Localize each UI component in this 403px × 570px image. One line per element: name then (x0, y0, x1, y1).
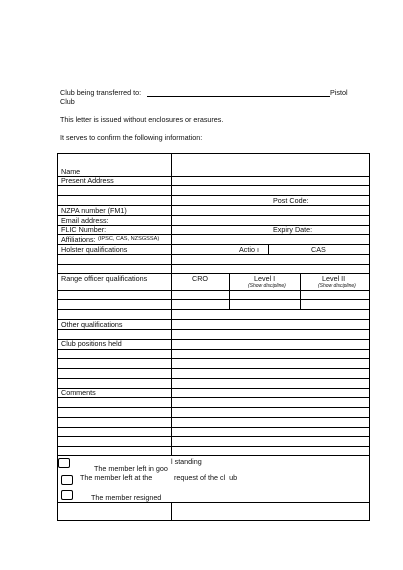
row-line (57, 349, 370, 350)
row-line (57, 358, 370, 359)
post-code-label: Post Code: (273, 196, 309, 205)
row-line (57, 436, 370, 437)
row-line (57, 309, 370, 310)
table-border-top (57, 153, 370, 154)
row-line (57, 329, 370, 330)
holster-label: Holster qualifications (61, 245, 128, 254)
row-line (57, 407, 370, 408)
confirm-statement: It serves to confirm the following information: (60, 133, 203, 142)
row-line (57, 368, 370, 369)
action-header: Actio ı (239, 245, 259, 254)
row-line (57, 299, 370, 300)
row-line (57, 234, 370, 235)
level2-header: Level II (322, 274, 346, 283)
range-officer-label: Range officer qualifications (61, 274, 148, 283)
club-label: Club (60, 97, 75, 106)
table-divider-upper (171, 153, 172, 455)
club-name-field[interactable] (147, 96, 330, 97)
row-line (57, 388, 370, 389)
left-good-standing-label: The member left in goo (94, 464, 168, 473)
row-line (57, 290, 370, 291)
standing-checkbox[interactable] (58, 458, 70, 468)
request-club-label: request of the cl ub (174, 473, 238, 482)
affiliations-label: Affiliations: (61, 235, 96, 244)
request-checkbox[interactable] (61, 475, 73, 485)
resigned-checkbox[interactable] (61, 490, 73, 500)
club-transfer-label: Club being transferred to: (60, 88, 142, 97)
affiliations-list: (IPSC, CAS, NZSGSSA) (98, 236, 160, 242)
show-discipline-1: (Show discipline) (248, 283, 286, 289)
pistol-label: Pistol (330, 88, 348, 97)
row-line (57, 427, 370, 428)
name-label: Name (61, 167, 81, 176)
left-request-label: The member left at the (80, 473, 153, 482)
row-line (57, 254, 370, 255)
holster-divider (268, 244, 269, 255)
comments-label: Comments (61, 388, 96, 397)
row-line (57, 264, 370, 265)
show-discipline-2: (Show discipline) (318, 283, 356, 289)
row-line (57, 417, 370, 418)
flic-label: FLIC Number: (61, 225, 107, 234)
row-line (57, 378, 370, 379)
standing-fragment: l standing (171, 457, 202, 466)
present-address-label: Present Address (61, 176, 114, 185)
row-line (57, 185, 370, 186)
row-line (57, 446, 370, 447)
range-divider-1 (229, 273, 230, 310)
issued-statement: This letter is issued without enclosures or erasures. (60, 115, 224, 124)
table-divider-lower (171, 502, 172, 520)
club-positions-label: Club positions held (61, 339, 122, 348)
table-border-right (369, 153, 370, 521)
level1-header: Level I (254, 274, 276, 283)
nzpa-label: NZPA number (FM1) (61, 206, 127, 215)
row-line (57, 455, 370, 456)
row-line (57, 397, 370, 398)
expiry-label: Expiry Date: (273, 225, 313, 234)
range-divider-2 (300, 273, 301, 310)
table-border-bottom (57, 520, 370, 521)
resigned-label: The member resigned (91, 493, 162, 502)
email-label: Email address: (61, 216, 109, 225)
cas-header: CAS (311, 245, 326, 254)
row-line (57, 195, 370, 196)
other-qualifications-label: Other qualifications (61, 320, 123, 329)
cro-header: CRO (192, 274, 208, 283)
row-line (57, 502, 370, 503)
